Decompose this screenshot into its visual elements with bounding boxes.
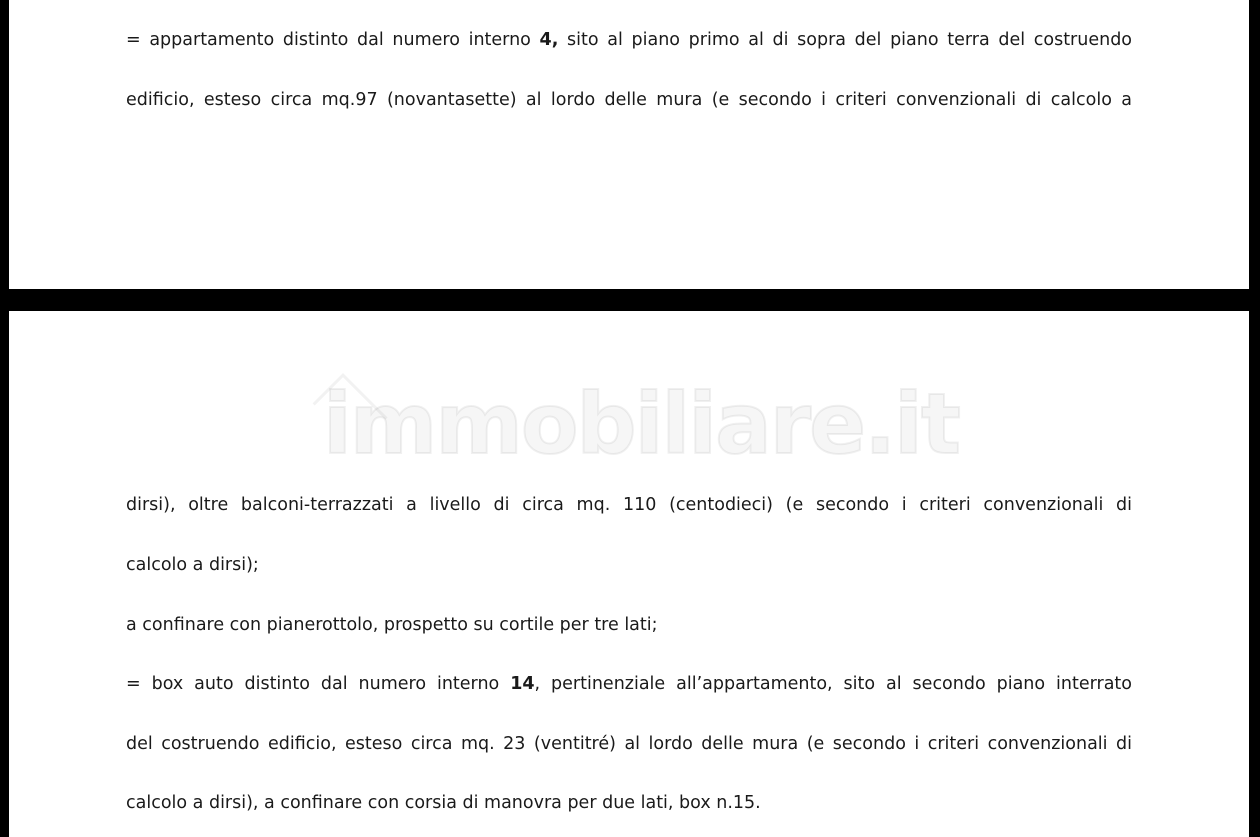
text-line: del costruendo edificio, esteso circa mq. 23 (ventitré) al lordo delle mura (e secondo i criteri convenzionali di (126, 734, 1132, 754)
house-roof-icon (313, 373, 388, 448)
text-line: edificio, esteso circa mq.97 (novantasette) al lordo delle mura (e secondo i criteri convenzionali di calcolo a (126, 90, 1132, 110)
garage-number: 14 (510, 674, 535, 694)
text-fragment: , pertinenziale all’appartamento, sito al secondo piano interrato (534, 674, 1132, 694)
apartment-number: 4, (539, 30, 559, 50)
text-fragment: sito al piano primo al di sopra del piano terra del costruendo (558, 30, 1133, 50)
document-page-1 (9, 0, 1249, 289)
text-line: calcolo a dirsi), a confinare con corsia di manovra per due lati, box n.15. (126, 793, 761, 813)
text-line: dirsi), oltre balconi-terrazzati a livello di circa mq. 110 (centodieci) (e secondo i criteri convenzionali di (126, 495, 1132, 515)
text-fragment: = appartamento distinto dal numero interno (126, 30, 540, 50)
document-page-2 (9, 311, 1249, 837)
text-line-apartment (126, 28, 1132, 52)
watermark-logo (323, 369, 960, 479)
text-fragment: = box auto distinto dal numero interno (126, 674, 511, 694)
text-line: calcolo a dirsi); (126, 555, 259, 575)
text-line-garage (126, 672, 1132, 696)
watermark-text: immobiliare.it (323, 375, 960, 473)
text-line: a confinare con pianerottolo, prospetto su cortile per tre lati; (126, 615, 658, 635)
